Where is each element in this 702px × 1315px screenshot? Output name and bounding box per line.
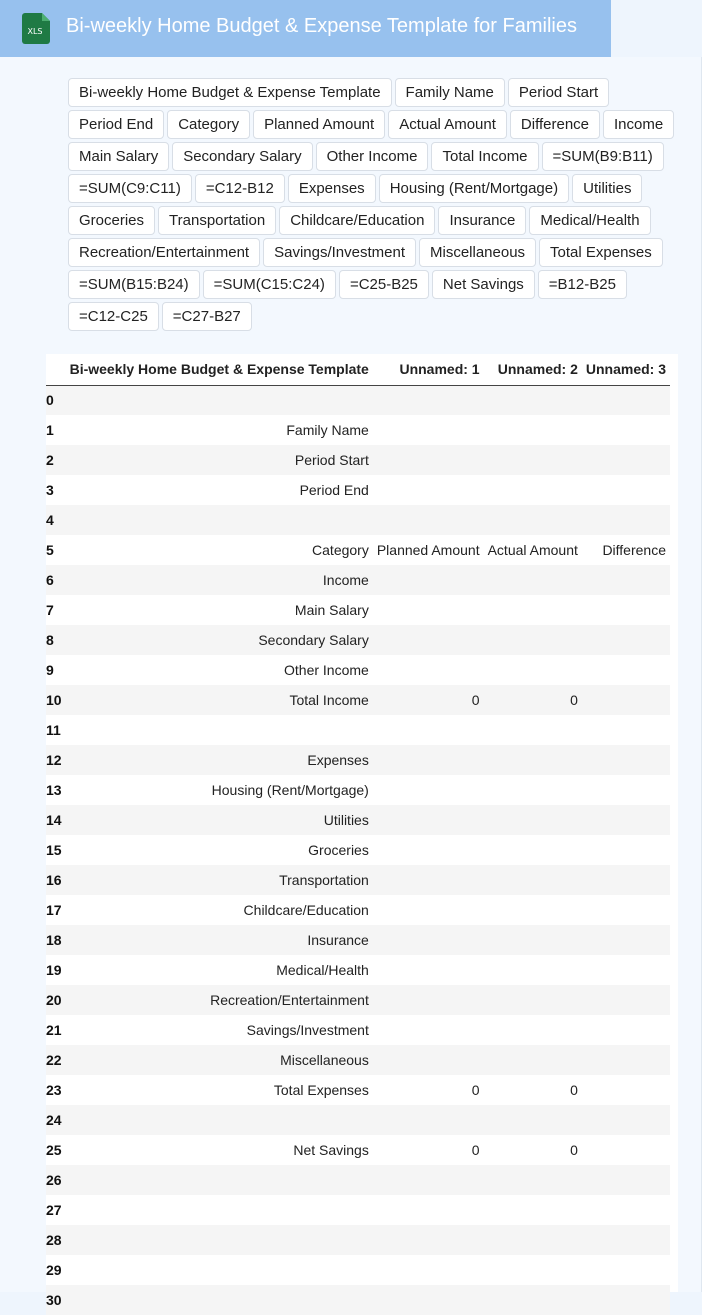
- table-cell[interactable]: [373, 415, 484, 445]
- table-cell[interactable]: [484, 985, 582, 1015]
- table-cell[interactable]: [582, 385, 670, 415]
- value-chip[interactable]: Category: [167, 110, 250, 139]
- table-cell[interactable]: [373, 805, 484, 835]
- table-cell[interactable]: [373, 505, 484, 535]
- column-header[interactable]: Unnamed: 3: [582, 354, 670, 385]
- table-cell[interactable]: [66, 715, 373, 745]
- table-cell[interactable]: [484, 565, 582, 595]
- table-cell[interactable]: [484, 625, 582, 655]
- table-row: [46, 805, 670, 835]
- table-cell[interactable]: [582, 445, 670, 475]
- row-index: 7: [46, 595, 66, 625]
- table-cell[interactable]: Difference: [582, 535, 670, 565]
- value-chip[interactable]: Groceries: [68, 206, 155, 235]
- table-cell[interactable]: [484, 1015, 582, 1045]
- row-index: 2: [46, 445, 66, 475]
- value-chip[interactable]: Actual Amount: [388, 110, 507, 139]
- value-chip[interactable]: Main Salary: [68, 142, 169, 171]
- table-cell[interactable]: Savings/Investment: [66, 1015, 373, 1045]
- table-cell[interactable]: [484, 1285, 582, 1315]
- value-chip[interactable]: =C27-B27: [162, 302, 252, 331]
- table-cell[interactable]: [373, 985, 484, 1015]
- table-cell[interactable]: [66, 1105, 373, 1135]
- value-chip[interactable]: Secondary Salary: [172, 142, 312, 171]
- table-row: [46, 895, 670, 925]
- table-cell[interactable]: Miscellaneous: [66, 1045, 373, 1075]
- table-cell[interactable]: [373, 715, 484, 745]
- value-chip[interactable]: Period Start: [508, 78, 609, 107]
- value-chip[interactable]: Total Income: [431, 142, 538, 171]
- table-cell[interactable]: Net Savings: [66, 1135, 373, 1165]
- table-cell[interactable]: [373, 775, 484, 805]
- table-row: [46, 1135, 670, 1165]
- table-row: [46, 925, 670, 955]
- table-row: [46, 1165, 670, 1195]
- table-header-row: [46, 354, 670, 385]
- value-chip[interactable]: =SUM(B9:B11): [542, 142, 664, 171]
- table-cell[interactable]: 0: [373, 685, 484, 715]
- table-cell[interactable]: Medical/Health: [66, 955, 373, 985]
- table-cell[interactable]: [373, 835, 484, 865]
- row-index: 8: [46, 625, 66, 655]
- table-cell[interactable]: [484, 415, 582, 445]
- column-header[interactable]: Bi-weekly Home Budget & Expense Template: [66, 354, 373, 385]
- table-cell[interactable]: [582, 775, 670, 805]
- table-cell[interactable]: [373, 955, 484, 985]
- table-cell[interactable]: [373, 1015, 484, 1045]
- table-cell[interactable]: Utilities: [66, 805, 373, 835]
- table-cell[interactable]: [582, 1225, 670, 1255]
- table-cell[interactable]: [373, 745, 484, 775]
- column-header[interactable]: Unnamed: 1: [373, 354, 484, 385]
- table-cell[interactable]: [582, 1015, 670, 1045]
- table-row: [46, 595, 670, 625]
- table-cell[interactable]: [373, 1285, 484, 1315]
- table-cell[interactable]: 0: [484, 685, 582, 715]
- column-header[interactable]: Unnamed: 2: [484, 354, 582, 385]
- table-cell[interactable]: [373, 385, 484, 415]
- table-cell[interactable]: [66, 505, 373, 535]
- table-cell[interactable]: Housing (Rent/Mortgage): [66, 775, 373, 805]
- table-row: [46, 445, 670, 475]
- table-cell[interactable]: Insurance: [66, 925, 373, 955]
- table-cell[interactable]: [484, 595, 582, 625]
- table-cell[interactable]: [582, 835, 670, 865]
- row-index: 24: [46, 1105, 66, 1135]
- table-cell[interactable]: Secondary Salary: [66, 625, 373, 655]
- index-header: [46, 354, 66, 385]
- table-cell[interactable]: [582, 565, 670, 595]
- table-cell[interactable]: [582, 1045, 670, 1075]
- row-index: 17: [46, 895, 66, 925]
- table-cell[interactable]: Main Salary: [66, 595, 373, 625]
- table-cell[interactable]: Total Expenses: [66, 1075, 373, 1105]
- table-cell[interactable]: [373, 1225, 484, 1255]
- table-cell[interactable]: [373, 1045, 484, 1075]
- table-cell[interactable]: [484, 925, 582, 955]
- row-index: 26: [46, 1165, 66, 1195]
- table-cell[interactable]: [484, 1165, 582, 1195]
- table-row: [46, 1225, 670, 1255]
- table-cell[interactable]: [582, 745, 670, 775]
- table-cell[interactable]: [373, 655, 484, 685]
- table-cell[interactable]: [582, 1195, 670, 1225]
- table-row: [46, 1045, 670, 1075]
- table-row: [46, 985, 670, 1015]
- value-chip[interactable]: Period End: [68, 110, 164, 139]
- table-row: [46, 535, 670, 565]
- table-cell[interactable]: Period End: [66, 475, 373, 505]
- table-cell[interactable]: [66, 1165, 373, 1195]
- table-cell[interactable]: Childcare/Education: [66, 895, 373, 925]
- row-index: 14: [46, 805, 66, 835]
- value-chip[interactable]: =C12-C25: [68, 302, 159, 331]
- table-cell[interactable]: 0: [484, 1135, 582, 1165]
- value-chip[interactable]: Recreation/Entertainment: [68, 238, 260, 267]
- row-index: 5: [46, 535, 66, 565]
- row-index: 23: [46, 1075, 66, 1105]
- table-row: [46, 1195, 670, 1225]
- value-chip[interactable]: Savings/Investment: [263, 238, 416, 267]
- row-index: 10: [46, 685, 66, 715]
- value-chip[interactable]: Difference: [510, 110, 600, 139]
- value-chip[interactable]: Utilities: [572, 174, 642, 203]
- table-row: [46, 955, 670, 985]
- table-row: [46, 1255, 670, 1285]
- table-cell[interactable]: Category: [66, 535, 373, 565]
- value-chip[interactable]: Medical/Health: [529, 206, 650, 235]
- row-index: 27: [46, 1195, 66, 1225]
- table-cell[interactable]: [373, 595, 484, 625]
- table-cell[interactable]: [484, 1195, 582, 1225]
- row-index: 20: [46, 985, 66, 1015]
- table-cell[interactable]: [484, 805, 582, 835]
- table-cell[interactable]: [373, 895, 484, 925]
- table-cell[interactable]: [582, 1075, 670, 1105]
- row-index: 1: [46, 415, 66, 445]
- row-index: 29: [46, 1255, 66, 1285]
- table-row: [46, 625, 670, 655]
- table-cell[interactable]: [582, 925, 670, 955]
- table-cell[interactable]: [484, 865, 582, 895]
- table-cell[interactable]: [373, 1165, 484, 1195]
- table-cell[interactable]: [582, 415, 670, 445]
- table-row: [46, 835, 670, 865]
- table-cell[interactable]: Total Income: [66, 685, 373, 715]
- row-index: 15: [46, 835, 66, 865]
- row-index: 22: [46, 1045, 66, 1075]
- table-row: [46, 1075, 670, 1105]
- table-cell[interactable]: [582, 685, 670, 715]
- table-cell[interactable]: [484, 1225, 582, 1255]
- value-chip[interactable]: Other Income: [316, 142, 429, 171]
- table-cell[interactable]: [582, 505, 670, 535]
- table-cell[interactable]: [582, 805, 670, 835]
- table-row: [46, 745, 670, 775]
- cell-value-chips: [68, 78, 700, 334]
- table-cell[interactable]: [484, 505, 582, 535]
- value-chip[interactable]: =C25-B25: [339, 270, 429, 299]
- table-row: [46, 1285, 670, 1315]
- value-chip[interactable]: Transportation: [158, 206, 276, 235]
- table-cell[interactable]: [582, 1165, 670, 1195]
- table-cell[interactable]: [66, 1285, 373, 1315]
- table-cell[interactable]: Transportation: [66, 865, 373, 895]
- table-row: [46, 775, 670, 805]
- app-header: [0, 0, 611, 57]
- table-row: [46, 475, 670, 505]
- table-cell[interactable]: [373, 445, 484, 475]
- row-index: 12: [46, 745, 66, 775]
- value-chip[interactable]: Family Name: [395, 78, 505, 107]
- value-chip[interactable]: Income: [603, 110, 674, 139]
- table-cell[interactable]: [373, 1105, 484, 1135]
- row-index: 3: [46, 475, 66, 505]
- table-cell[interactable]: [484, 385, 582, 415]
- table-cell[interactable]: [373, 865, 484, 895]
- table-cell[interactable]: [484, 1045, 582, 1075]
- row-index: 21: [46, 1015, 66, 1045]
- table-cell[interactable]: [484, 1105, 582, 1135]
- table-row: [46, 715, 670, 745]
- table-cell[interactable]: [66, 1225, 373, 1255]
- table-row: [46, 505, 670, 535]
- table-cell[interactable]: [484, 775, 582, 805]
- table-cell[interactable]: [582, 1135, 670, 1165]
- value-chip[interactable]: Total Expenses: [539, 238, 663, 267]
- table-cell[interactable]: [582, 595, 670, 625]
- value-chip[interactable]: =C12-B12: [195, 174, 285, 203]
- table-cell[interactable]: [582, 1105, 670, 1135]
- table-cell[interactable]: Other Income: [66, 655, 373, 685]
- table-cell[interactable]: [484, 895, 582, 925]
- table-cell[interactable]: [582, 985, 670, 1015]
- row-index: 28: [46, 1225, 66, 1255]
- table-cell[interactable]: 0: [373, 1075, 484, 1105]
- table-row: [46, 565, 670, 595]
- table-cell[interactable]: [373, 1255, 484, 1285]
- table-cell[interactable]: [373, 475, 484, 505]
- table-row: [46, 685, 670, 715]
- data-table: [46, 354, 670, 1315]
- table-cell[interactable]: [484, 745, 582, 775]
- table-row: [46, 1105, 670, 1135]
- row-index: 16: [46, 865, 66, 895]
- table-cell[interactable]: [582, 715, 670, 745]
- table-cell[interactable]: Actual Amount: [484, 535, 582, 565]
- table-cell[interactable]: [582, 475, 670, 505]
- table-cell[interactable]: [484, 1255, 582, 1285]
- table-row: [46, 1015, 670, 1045]
- value-chip[interactable]: Planned Amount: [253, 110, 385, 139]
- xls-icon-label: XLS: [27, 27, 43, 36]
- value-chip[interactable]: Housing (Rent/Mortgage): [379, 174, 569, 203]
- table-cell[interactable]: Groceries: [66, 835, 373, 865]
- row-index: 11: [46, 715, 66, 745]
- value-chip[interactable]: Insurance: [438, 206, 526, 235]
- xls-file-icon: [22, 13, 50, 44]
- table-cell[interactable]: [66, 1195, 373, 1225]
- value-chip[interactable]: =B12-B25: [538, 270, 627, 299]
- table-cell[interactable]: [484, 835, 582, 865]
- table-cell[interactable]: [66, 385, 373, 415]
- table-row: [46, 865, 670, 895]
- table-cell[interactable]: [582, 895, 670, 925]
- page-title: Bi-weekly Home Budget & Expense Template for Families: [66, 15, 577, 37]
- row-index: 19: [46, 955, 66, 985]
- table-cell[interactable]: [582, 625, 670, 655]
- value-chip[interactable]: Expenses: [288, 174, 376, 203]
- table-row: [46, 655, 670, 685]
- table-cell[interactable]: 0: [373, 1135, 484, 1165]
- row-index: 13: [46, 775, 66, 805]
- value-chip[interactable]: =SUM(C15:C24): [203, 270, 336, 299]
- value-chip[interactable]: =SUM(B15:B24): [68, 270, 200, 299]
- table-cell[interactable]: [484, 715, 582, 745]
- table-row: [46, 415, 670, 445]
- table-cell[interactable]: Period Start: [66, 445, 373, 475]
- table-cell[interactable]: [484, 655, 582, 685]
- table-cell[interactable]: Income: [66, 565, 373, 595]
- value-chip[interactable]: Bi-weekly Home Budget & Expense Template: [68, 78, 392, 107]
- table-cell[interactable]: [582, 865, 670, 895]
- data-table-viewport[interactable]: [46, 354, 678, 1308]
- table-cell[interactable]: [582, 955, 670, 985]
- row-index: 18: [46, 925, 66, 955]
- table-row: [46, 385, 670, 415]
- row-index: 0: [46, 385, 66, 415]
- value-chip[interactable]: Net Savings: [432, 270, 535, 299]
- row-index: 25: [46, 1135, 66, 1165]
- row-index: 30: [46, 1285, 66, 1315]
- table-cell[interactable]: [484, 955, 582, 985]
- table-cell[interactable]: [484, 475, 582, 505]
- row-index: 9: [46, 655, 66, 685]
- table-cell[interactable]: Recreation/Entertainment: [66, 985, 373, 1015]
- table-cell[interactable]: [582, 1255, 670, 1285]
- row-index: 6: [46, 565, 66, 595]
- table-cell[interactable]: [373, 925, 484, 955]
- table-cell[interactable]: [66, 1255, 373, 1285]
- table-cell[interactable]: [373, 625, 484, 655]
- table-cell[interactable]: 0: [484, 1075, 582, 1105]
- table-cell[interactable]: [373, 565, 484, 595]
- table-cell[interactable]: [484, 445, 582, 475]
- value-chip[interactable]: =SUM(C9:C11): [68, 174, 192, 203]
- table-cell[interactable]: Planned Amount: [373, 535, 484, 565]
- row-index: 4: [46, 505, 66, 535]
- table-cell[interactable]: [582, 655, 670, 685]
- table-cell[interactable]: Family Name: [66, 415, 373, 445]
- table-cell[interactable]: [582, 1285, 670, 1315]
- table-cell[interactable]: Expenses: [66, 745, 373, 775]
- value-chip[interactable]: Childcare/Education: [279, 206, 435, 235]
- table-cell[interactable]: [373, 1195, 484, 1225]
- value-chip[interactable]: Miscellaneous: [419, 238, 536, 267]
